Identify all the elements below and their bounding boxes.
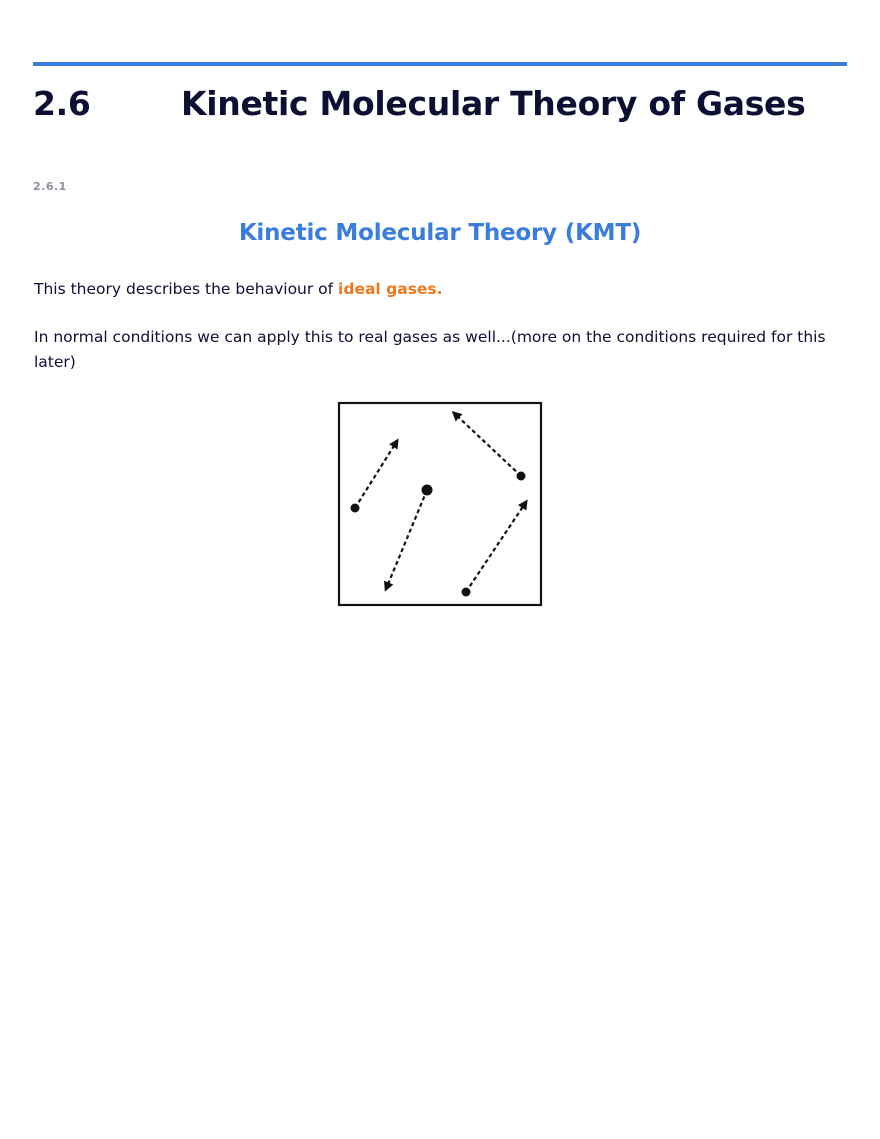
container-box xyxy=(339,403,541,605)
section-heading xyxy=(33,84,847,130)
top-rule xyxy=(33,62,847,66)
paragraph-text: This theory describes the behaviour of xyxy=(34,280,339,298)
gas-particle xyxy=(351,504,360,513)
paragraph-ideal-gases xyxy=(34,277,846,302)
gas-particle xyxy=(422,485,433,496)
subsection-number: 2.6.1 xyxy=(33,180,67,193)
subsection-title: Kinetic Molecular Theory (KMT) xyxy=(238,220,642,246)
gas-particle xyxy=(462,588,471,597)
gas-particle xyxy=(517,472,526,481)
gas-particles-diagram xyxy=(337,401,543,607)
section-number: 2.6 xyxy=(33,84,91,123)
paragraph-real-gases: In normal conditions we can apply this to real gases as well...(more on the conditions required for this later) xyxy=(34,328,826,371)
ideal-gases-highlight: ideal gases. xyxy=(338,280,443,298)
section-title: Kinetic Molecular Theory of Gases xyxy=(181,84,806,123)
gas-particles-figure xyxy=(337,401,543,607)
